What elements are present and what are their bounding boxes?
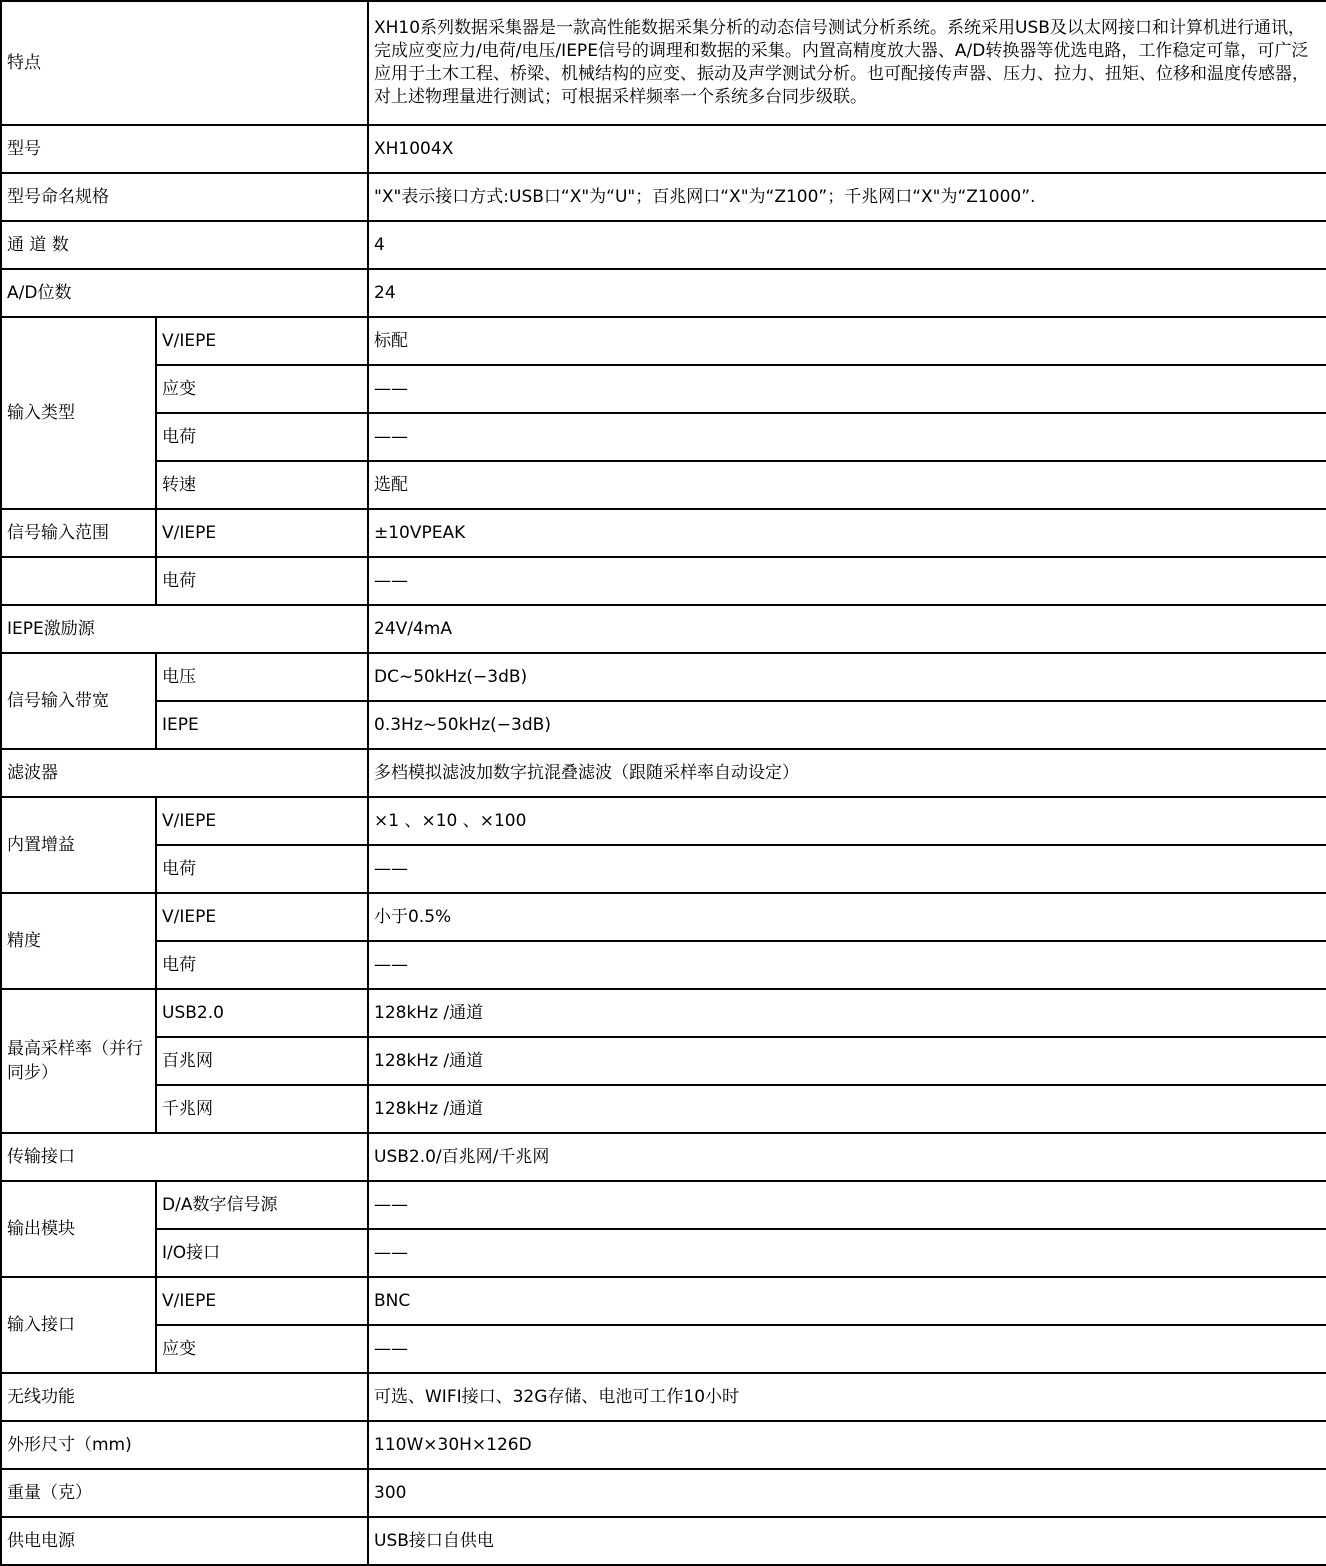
dimensions-value: 110W×30H×126D bbox=[368, 1421, 1326, 1469]
output-sub: D/A数字信号源 bbox=[156, 1181, 368, 1229]
table-row bbox=[1, 797, 1326, 845]
input-range-value: ±10VPEAK bbox=[368, 509, 1326, 557]
input-range-sub: V/IEPE bbox=[156, 509, 368, 557]
sample-rate-label: 最高采样率（并行同步） bbox=[1, 989, 156, 1133]
naming-value: "X"表示接口方式:USB口“X"为“U"；百兆网口“X"为“Z100”；千兆网口“X"为“Z1000”. bbox=[368, 173, 1326, 221]
table-row bbox=[1, 1037, 1326, 1085]
features-label: 特点 bbox=[1, 1, 368, 125]
table-row bbox=[1, 413, 1326, 461]
accuracy-label: 精度 bbox=[1, 893, 156, 989]
ad-bits-value: 24 bbox=[368, 269, 1326, 317]
table-row bbox=[1, 125, 1326, 173]
bandwidth-label: 信号输入带宽 bbox=[1, 653, 156, 749]
bandwidth-sub: 电压 bbox=[156, 653, 368, 701]
sample-rate-value: 128kHz /通道 bbox=[368, 989, 1326, 1037]
model-value: XH1004X bbox=[368, 125, 1326, 173]
input-type-sub: V/IEPE bbox=[156, 317, 368, 365]
table-row bbox=[1, 1421, 1326, 1469]
wireless-label: 无线功能 bbox=[1, 1373, 368, 1421]
sample-rate-value: 128kHz /通道 bbox=[368, 1085, 1326, 1133]
transfer-label: 传输接口 bbox=[1, 1133, 368, 1181]
table-row bbox=[1, 509, 1326, 557]
table-row bbox=[1, 317, 1326, 365]
table-row bbox=[1, 557, 1326, 605]
table-row bbox=[1, 941, 1326, 989]
sample-rate-sub: USB2.0 bbox=[156, 989, 368, 1037]
table-row bbox=[1, 701, 1326, 749]
power-label: 供电电源 bbox=[1, 1517, 368, 1565]
sample-rate-sub: 百兆网 bbox=[156, 1037, 368, 1085]
table-row bbox=[1, 653, 1326, 701]
iepe-source-value: 24V/4mA bbox=[368, 605, 1326, 653]
accuracy-sub: 电荷 bbox=[156, 941, 368, 989]
weight-value: 300 bbox=[368, 1469, 1326, 1517]
bandwidth-value: 0.3Hz~50kHz(−3dB) bbox=[368, 701, 1326, 749]
input-port-value: —— bbox=[368, 1325, 1326, 1373]
power-value: USB接口自供电 bbox=[368, 1517, 1326, 1565]
input-port-label: 输入接口 bbox=[1, 1277, 156, 1373]
input-type-sub: 转速 bbox=[156, 461, 368, 509]
input-port-value: BNC bbox=[368, 1277, 1326, 1325]
input-type-value: 选配 bbox=[368, 461, 1326, 509]
accuracy-value: 小于0.5% bbox=[368, 893, 1326, 941]
naming-label: 型号命名规格 bbox=[1, 173, 368, 221]
input-type-sub: 电荷 bbox=[156, 413, 368, 461]
output-label: 输出模块 bbox=[1, 1181, 156, 1277]
gain-value: —— bbox=[368, 845, 1326, 893]
input-type-sub: 应变 bbox=[156, 365, 368, 413]
table-row bbox=[1, 1133, 1326, 1181]
model-label: 型号 bbox=[1, 125, 368, 173]
filter-value: 多档模拟滤波加数字抗混叠滤波（跟随采样率自动设定） bbox=[368, 749, 1326, 797]
table-row bbox=[1, 605, 1326, 653]
input-range-label: 信号输入范围 bbox=[1, 509, 156, 557]
output-value: —— bbox=[368, 1181, 1326, 1229]
table-row bbox=[1, 1085, 1326, 1133]
table-row bbox=[1, 1325, 1326, 1373]
table-row bbox=[1, 365, 1326, 413]
table-row bbox=[1, 989, 1326, 1037]
transfer-value: USB2.0/百兆网/千兆网 bbox=[368, 1133, 1326, 1181]
input-range-sub: 电荷 bbox=[156, 557, 368, 605]
table-row bbox=[1, 269, 1326, 317]
features-value: XH10系列数据采集器是一款高性能数据采集分析的动态信号测试分析系统。系统采用USB及以太网接口和计算机进行通讯，完成应变应力/电荷/电压/IEPE信号的调理和数据的采集。内置高精度放大器、A/D转换器等优选电路，工作稳定可靠，可广泛应用于土木工程、桥梁、机械结构的应变、振动及声学测试分析。也可配接传声器、压力、拉力、扭矩、位移和温度传感器，对上述物理量进行测试；可根据采样频率一个系统多台同步级联。 bbox=[368, 1, 1326, 125]
table-row bbox=[1, 845, 1326, 893]
weight-label: 重量（克） bbox=[1, 1469, 368, 1517]
input-port-sub: V/IEPE bbox=[156, 1277, 368, 1325]
iepe-source-label: IEPE激励源 bbox=[1, 605, 368, 653]
input-type-value: —— bbox=[368, 413, 1326, 461]
table-row bbox=[1, 461, 1326, 509]
empty-cell bbox=[1, 557, 156, 605]
table-row bbox=[1, 173, 1326, 221]
channels-value: 4 bbox=[368, 221, 1326, 269]
output-value: —— bbox=[368, 1229, 1326, 1277]
table-row bbox=[1, 221, 1326, 269]
table-row bbox=[1, 1181, 1326, 1229]
table-row bbox=[1, 1229, 1326, 1277]
ad-bits-label: A/D位数 bbox=[1, 269, 368, 317]
accuracy-sub: V/IEPE bbox=[156, 893, 368, 941]
gain-label: 内置增益 bbox=[1, 797, 156, 893]
gain-value: ×1 、×10 、×100 bbox=[368, 797, 1326, 845]
table-row bbox=[1, 749, 1326, 797]
gain-sub: 电荷 bbox=[156, 845, 368, 893]
table-row bbox=[1, 1373, 1326, 1421]
sample-rate-value: 128kHz /通道 bbox=[368, 1037, 1326, 1085]
channels-label: 通 道 数 bbox=[1, 221, 368, 269]
table-row bbox=[1, 1277, 1326, 1325]
filter-label: 滤波器 bbox=[1, 749, 368, 797]
bandwidth-value: DC~50kHz(−3dB) bbox=[368, 653, 1326, 701]
table-row bbox=[1, 1517, 1326, 1565]
table-row bbox=[1, 893, 1326, 941]
input-port-sub: 应变 bbox=[156, 1325, 368, 1373]
table-row bbox=[1, 1469, 1326, 1517]
output-sub: I/O接口 bbox=[156, 1229, 368, 1277]
gain-sub: V/IEPE bbox=[156, 797, 368, 845]
input-type-label: 输入类型 bbox=[1, 317, 156, 509]
sample-rate-sub: 千兆网 bbox=[156, 1085, 368, 1133]
input-type-value: —— bbox=[368, 365, 1326, 413]
wireless-value: 可选、WIFI接口、32G存储、电池可工作10小时 bbox=[368, 1373, 1326, 1421]
input-range-value: —— bbox=[368, 557, 1326, 605]
input-type-value: 标配 bbox=[368, 317, 1326, 365]
bandwidth-sub: IEPE bbox=[156, 701, 368, 749]
table-row bbox=[1, 1, 1326, 125]
accuracy-value: —— bbox=[368, 941, 1326, 989]
dimensions-label: 外形尺寸（mm) bbox=[1, 1421, 368, 1469]
